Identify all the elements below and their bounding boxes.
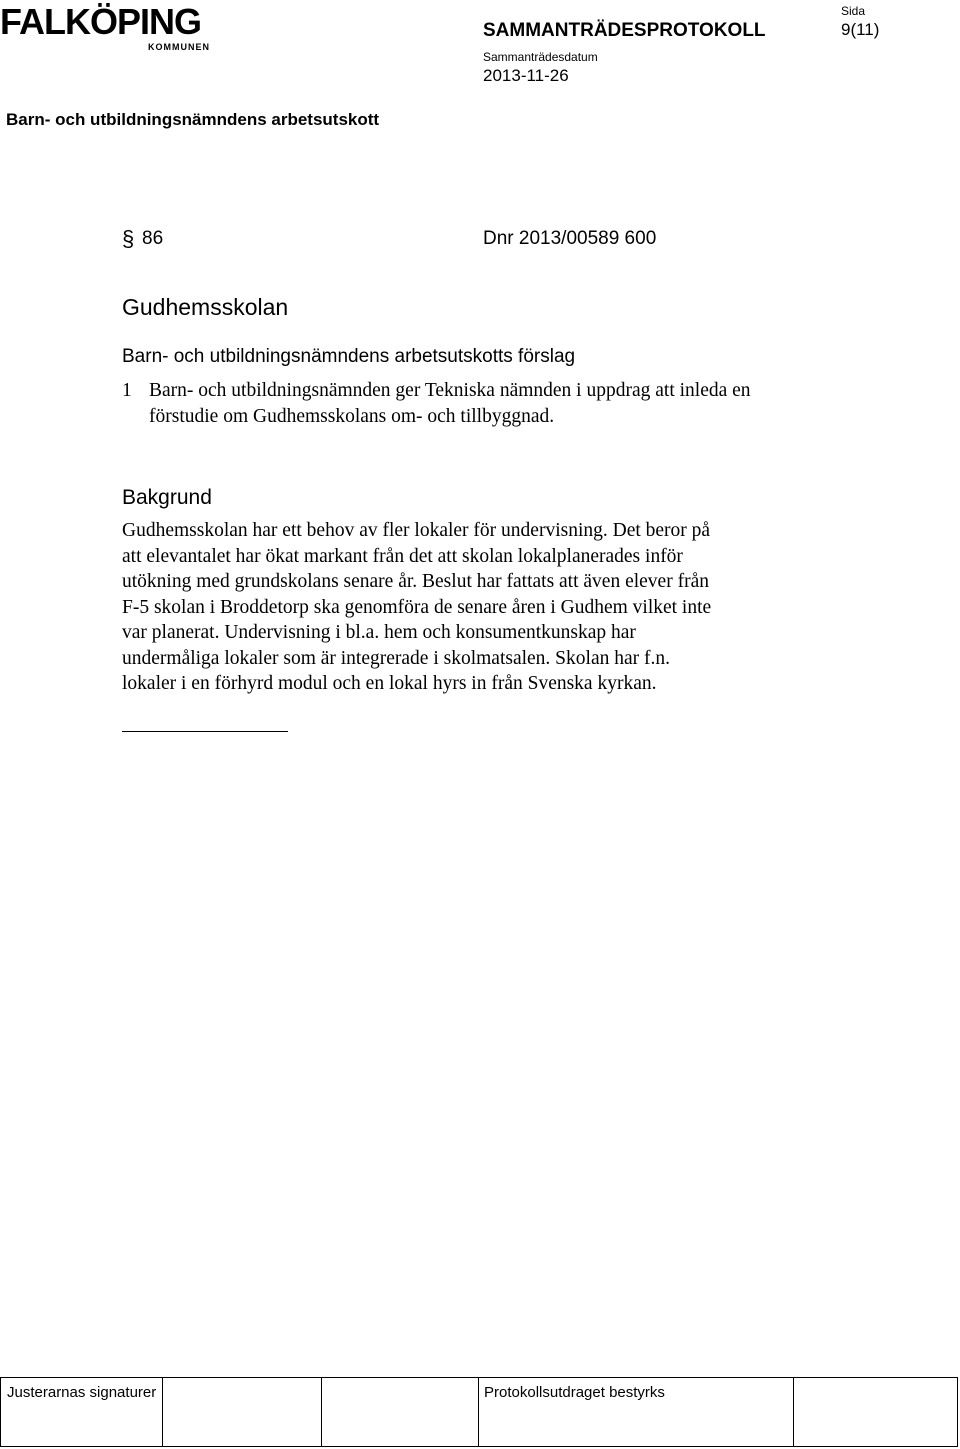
- registration-number: Dnr 2013/00589 600: [483, 228, 657, 249]
- signature-divider: [478, 1378, 479, 1446]
- background-body: [122, 518, 822, 697]
- paragraph-number: 86: [142, 228, 164, 249]
- page-number: 9(11): [841, 20, 880, 39]
- signature-box: [0, 1377, 958, 1447]
- logo-wordmark: FALKÖPING: [0, 1, 202, 42]
- background-line: var planerat. Undervisning i bl.a. hem och konsumentkunskap har: [122, 622, 636, 643]
- proposal-number: 1: [122, 380, 132, 401]
- signature-divider: [793, 1378, 794, 1446]
- logo-subtitle: KOMMUNEN: [148, 42, 210, 52]
- committee-name: Barn- och utbildningsnämndens arbetsutskott: [6, 110, 380, 129]
- background-line: utökning med grundskolans senare år. Beslut har fattats att även elever från: [122, 571, 709, 592]
- extract-certified-label: Protokollsutdraget bestyrks: [484, 1384, 665, 1401]
- page-label: Sida: [841, 4, 866, 18]
- section-end-rule: [122, 731, 288, 732]
- proposal-heading: Barn- och utbildningsnämndens arbetsutskotts förslag: [122, 346, 576, 367]
- background-line: F-5 skolan i Broddetorp ska genomföra de senare åren i Gudhem vilket inte: [122, 596, 712, 618]
- signature-divider: [162, 1378, 163, 1446]
- signature-divider: [321, 1378, 322, 1446]
- background-line: Gudhemsskolan har ett behov av fler lokaler för undervisning. Det beror på: [122, 520, 711, 541]
- proposal-text: Barn- och utbildningsnämnden ger Tekniska nämnden i uppdrag att inleda en förstudie om Gudhemsskolans om- och tillbyggnad.: [149, 380, 751, 427]
- meeting-date: 2013-11-26: [483, 66, 569, 85]
- background-line: lokaler i en förhyrd modul och en lokal hyrs in från Svenska kyrkan.: [122, 673, 657, 694]
- meeting-date-label: Sammanträdesdatum: [483, 50, 598, 64]
- document-title: SAMMANTRÄDESPROTOKOLL: [483, 20, 766, 41]
- signatures-label: Justerarnas signaturer: [7, 1384, 157, 1401]
- background-line: att elevantalet har ökat markant från det att skolan lokalplanerades inför: [122, 545, 683, 567]
- background-heading: Bakgrund: [122, 486, 212, 509]
- background-line: undermåliga lokaler som är integrerade i skolmatsalen. Skolan har f.n.: [122, 647, 670, 669]
- paragraph-sign: §: [122, 226, 135, 251]
- municipality-logo: [0, 1, 220, 54]
- section-title: Gudhemsskolan: [122, 294, 289, 320]
